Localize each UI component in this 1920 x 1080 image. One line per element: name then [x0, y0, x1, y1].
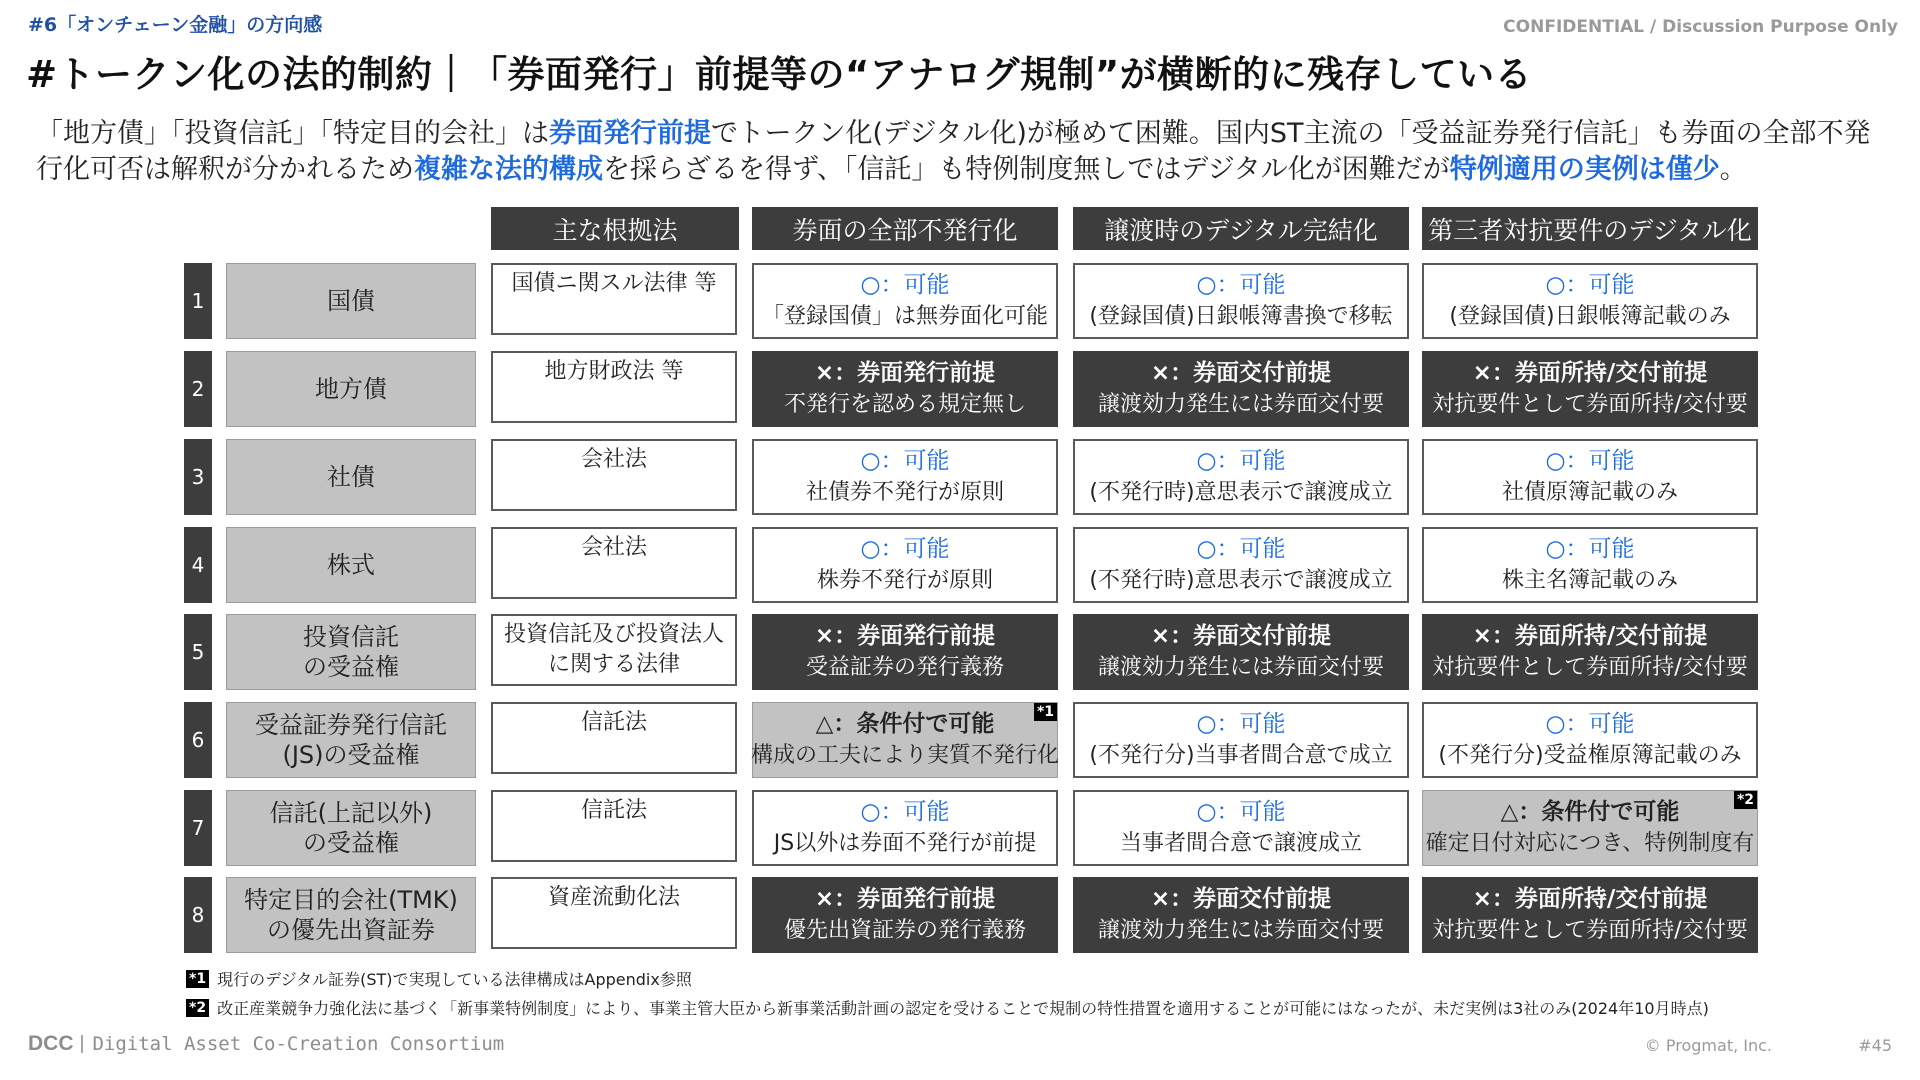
status-label: ×：券面発行前提: [814, 623, 996, 649]
row-number: 6: [184, 702, 212, 778]
status-label: ○：可能: [1545, 448, 1635, 474]
status-cell-ok: [1073, 439, 1409, 515]
law-cell: 信託法: [491, 790, 737, 862]
row-label: 社債: [226, 439, 476, 515]
law-cell: 会社法: [491, 439, 737, 511]
status-label: ×：券面発行前提: [814, 360, 996, 386]
status-cell-ok: [752, 439, 1058, 515]
status-note: (不発行時)意思表示で譲渡成立: [1089, 568, 1393, 593]
status-cell-ok: [1073, 527, 1409, 603]
summary-text-3: を採らざるを得ず、「信託」も特例制度無しではデジタル化が困難だが: [603, 154, 1450, 185]
status-label: ×：券面交付前提: [1150, 360, 1332, 386]
status-cell-ok: [752, 263, 1058, 339]
page-number: #45: [1858, 1036, 1892, 1055]
status-cell-ok: [752, 790, 1058, 866]
row-label: 特定目的会社(TMK) の優先出資証券: [226, 877, 476, 953]
dcc-logo: [28, 1032, 504, 1056]
status-label: ○：可能: [860, 536, 950, 562]
status-note: 株券不発行が原則: [816, 568, 993, 593]
row-number: 8: [184, 877, 212, 953]
law-cell: 地方財政法 等: [491, 351, 737, 423]
status-note: JS以外は券面不発行が前提: [773, 831, 1037, 856]
footnote-text: 改正産業競争力強化法に基づく「新事業特例制度」により、事業主管大臣から新事業活動計画の認定を受けることで規制の特性措置を適用することが可能にはなったが、未だ実例は3社のみ(2024年10月時点): [217, 999, 1709, 1018]
status-note: (不発行分)当事者間合意で成立: [1089, 743, 1393, 768]
status-note: 対抗要件として券面所持/交付要: [1432, 918, 1748, 943]
status-cell-ng: [752, 614, 1058, 690]
status-cell-ng: [1073, 877, 1409, 953]
row-label: 地方債: [226, 351, 476, 427]
status-cell-ok: [1073, 790, 1409, 866]
status-label: ○：可能: [1196, 711, 1286, 737]
status-cell-ok: [1073, 702, 1409, 778]
status-cell-ng: [752, 351, 1058, 427]
status-cell-ok: [752, 527, 1058, 603]
status-note: 受益証券の発行義務: [805, 655, 1004, 680]
logo-separator: |: [79, 1033, 85, 1054]
law-cell: 信託法: [491, 702, 737, 774]
status-note: 譲渡効力発生には券面交付要: [1097, 392, 1384, 417]
status-cell-ok: [1422, 702, 1758, 778]
column-header-nonissuance: 券面の全部不発行化: [752, 207, 1058, 250]
row-label: 受益証券発行信託 (JS)の受益権: [226, 702, 476, 778]
status-note: 社債券不発行が原則: [805, 480, 1004, 505]
row-number: 1: [184, 263, 212, 339]
status-label: ×：券面発行前提: [814, 886, 996, 912]
status-label: △：条件付で可能: [1500, 799, 1680, 825]
status-note: 優先出資証券の発行義務: [783, 918, 1026, 943]
status-note: (不発行分)受益権原簿記載のみ: [1438, 743, 1742, 768]
status-note: 株主名簿記載のみ: [1501, 568, 1678, 593]
status-note: 当事者間合意で譲渡成立: [1119, 831, 1362, 856]
row-label: 株式: [226, 527, 476, 603]
status-note: (不発行時)意思表示で譲渡成立: [1089, 480, 1393, 505]
confidential-label: CONFIDENTIAL / Discussion Purpose Only: [1503, 17, 1898, 37]
summary-highlight-2: 複雑な法的構成: [414, 154, 603, 185]
status-label: ○：可能: [1545, 272, 1635, 298]
summary-text-2: でトークン化(デジタル化)が極めて困難。国内ST主流の「受益証券発行信託」も券面の全部不発行化可否は解釈が分かれるため: [36, 118, 1871, 185]
law-cell: 会社法: [491, 527, 737, 599]
row-number: 7: [184, 790, 212, 866]
column-header-law: 主な根拠法: [491, 207, 739, 250]
status-cell-ok: [1422, 439, 1758, 515]
status-cell-ok: [1073, 263, 1409, 339]
status-note: 対抗要件として券面所持/交付要: [1432, 655, 1748, 680]
status-note: (登録国債)日銀帳簿書換で移転: [1089, 304, 1393, 329]
status-note: (登録国債)日銀帳簿記載のみ: [1449, 304, 1731, 329]
status-label: ○：可能: [860, 799, 950, 825]
status-label: △：条件付で可能: [815, 711, 995, 737]
page-title: #トークン化の法的制約｜「券面発行」前提等の“アナログ規制”が横断的に残存している: [26, 53, 1533, 96]
footnote-mark: *1: [186, 970, 209, 988]
status-cell-cond: [752, 702, 1058, 778]
status-cell-cond: [1422, 790, 1758, 866]
status-label: ○：可能: [1196, 536, 1286, 562]
status-note: 「登録国債」は無券面化可能: [761, 304, 1048, 329]
row-number: 4: [184, 527, 212, 603]
status-label: ○：可能: [1196, 272, 1286, 298]
row-number: 3: [184, 439, 212, 515]
summary-highlight-3: 特例適用の実例は僅少: [1449, 154, 1720, 185]
status-note: 対抗要件として券面所持/交付要: [1432, 392, 1748, 417]
law-cell: 国債ニ関スル法律 等: [491, 263, 737, 335]
footnote-text: 現行のデジタル証券(ST)で実現している法律構成はAppendix参照: [217, 970, 692, 989]
status-label: ○：可能: [1545, 711, 1635, 737]
logo-mark: DCC: [28, 1032, 74, 1055]
footnote-mark: *2: [186, 999, 209, 1017]
summary-text-4: 。: [1719, 154, 1747, 185]
status-label: ×：券面交付前提: [1150, 886, 1332, 912]
row-number: 2: [184, 351, 212, 427]
status-cell-ng: [1422, 351, 1758, 427]
footnote-badge: *2: [1734, 791, 1757, 809]
status-note: 社債原簿記載のみ: [1501, 480, 1678, 505]
status-label: ○：可能: [860, 272, 950, 298]
footnote-2: [186, 996, 1709, 1019]
status-cell-ng: [1073, 351, 1409, 427]
footnote-badge: *1: [1034, 703, 1057, 721]
section-tag: #6「オンチェーン金融」の方向感: [28, 14, 323, 36]
column-header-transfer: 譲渡時のデジタル完結化: [1073, 207, 1409, 250]
row-label: 信託(上記以外) の受益権: [226, 790, 476, 866]
status-cell-ng: [752, 877, 1058, 953]
status-note: 譲渡効力発生には券面交付要: [1097, 918, 1384, 943]
footnote-1: [186, 967, 692, 990]
status-cell-ng: [1073, 614, 1409, 690]
summary-text: [36, 116, 1896, 188]
law-cell: 資産流動化法: [491, 877, 737, 949]
logo-text: Digital Asset Co-Creation Consortium: [92, 1033, 505, 1055]
status-note: 譲渡効力発生には券面交付要: [1097, 655, 1384, 680]
status-cell-ng: [1422, 877, 1758, 953]
status-label: ○：可能: [1545, 536, 1635, 562]
row-number: 5: [184, 614, 212, 690]
status-label: ×：券面所持/交付前提: [1472, 623, 1708, 649]
copyright: © Progmat, Inc.: [1644, 1036, 1772, 1055]
status-label: ×：券面所持/交付前提: [1472, 886, 1708, 912]
status-note: 構成の工夫により実質不発行化: [751, 743, 1060, 768]
status-cell-ng: [1422, 614, 1758, 690]
column-header-perfection: 第三者対抗要件のデジタル化: [1422, 207, 1758, 250]
status-label: ○：可能: [1196, 799, 1286, 825]
summary-text-1: 「地方債」「投資信託」「特定目的会社」は: [36, 118, 549, 149]
status-cell-ok: [1422, 527, 1758, 603]
row-label: 国債: [226, 263, 476, 339]
law-cell: 投資信託及び投資法人 に関する法律: [491, 614, 737, 686]
status-cell-ok: [1422, 263, 1758, 339]
status-note: 確定日付対応につき、特例制度有: [1425, 831, 1755, 856]
status-label: ×：券面交付前提: [1150, 623, 1332, 649]
status-label: ○：可能: [1196, 448, 1286, 474]
status-label: ×：券面所持/交付前提: [1472, 360, 1708, 386]
status-label: ○：可能: [860, 448, 950, 474]
row-label: 投資信託 の受益権: [226, 614, 476, 690]
summary-highlight-1: 券面発行前提: [549, 118, 711, 149]
status-note: 不発行を認める規定無し: [783, 392, 1026, 417]
